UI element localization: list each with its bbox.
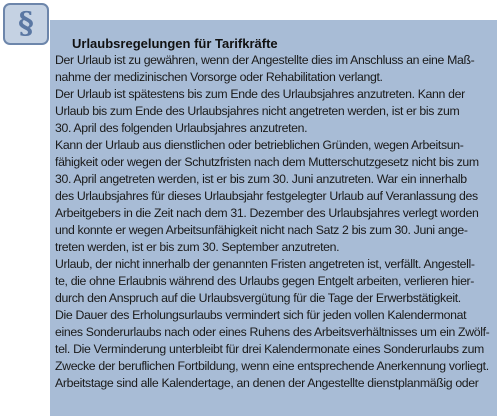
text-line: Der Urlaub ist spätestens bis zum Ende des Urlaubsjahres anzutreten. Kann der — [55, 87, 465, 101]
text-line: des Urlaubsjahres für dieses Urlaubsjahr festgelegter Urlaub auf Veranlassung des — [55, 189, 478, 203]
text-line: durch den Anspruch auf die Urlaubsvergütung für die Tage der Erwerbstätigkeit. — [55, 291, 461, 305]
text-line: fähigkeit oder wegen der Schutzfristen nach dem Mutterschutzgesetz nicht bis zum — [55, 155, 479, 169]
section-badge — [3, 3, 49, 45]
text-line: te, die ohne Erlaubnis während des Urlaubs gegen Entgelt arbeiten, verlieren hier- — [55, 274, 475, 288]
text-line: eines Sonderurlaubs nach oder eines Ruhens des Arbeitsverhältnisses um ein Zwölf- — [55, 325, 490, 339]
text-line: 30. April des folgenden Urlaubsjahres anzutreten. — [55, 121, 308, 135]
paragraph-section-icon: § — [18, 6, 34, 41]
text-line: Der Urlaub ist zu gewähren, wenn der Angestellte dies im Anschluss an eine Maß- — [55, 53, 475, 67]
text-line: und konnte er wegen Arbeitsunfähigkeit nicht nach Satz 2 bis zum 30. Juni ange- — [55, 223, 468, 237]
text-line: Urlaub, der nicht innerhalb der genannten Fristen angetreten ist, verfällt. Angestell- — [55, 257, 475, 271]
text-line: Arbeitstage sind alle Kalendertage, an denen der Angestellte dienstplanmäßig oder — [55, 376, 479, 390]
text-line: Zwecke der beruflichen Fortbildung, wenn eine entsprechende Anerkennung vorliegt. — [55, 359, 489, 373]
text-line: Urlaub bis zum Ende des Urlaubsjahres nicht angetreten werden, ist er bis zum — [55, 104, 460, 118]
text-line: tel. Die Verminderung unterbleibt für drei Kalendermonate eines Sonderurlaubs zum — [55, 342, 484, 356]
text-line: Arbeitgebers in die Zeit nach dem 31. Dezember des Urlaubsjahres verlegt worden — [55, 206, 479, 220]
text-line: nahme der medizinischen Vorsorge oder Rehabilitation verlangt. — [55, 70, 383, 84]
panel-title: Urlaubsregelungen für Tarifkräfte — [72, 36, 278, 51]
text-line: 30. April angetreten werden, ist er bis zum 30. Juni anzutreten. War ein innerhalb — [55, 172, 467, 186]
text-line: treten werden, ist er bis zum 30. September anzutreten. — [55, 240, 340, 254]
text-line: Kann der Urlaub aus dienstlichen oder betrieblichen Gründen, wegen Arbeitsun- — [55, 138, 464, 152]
panel-body-text — [55, 52, 492, 392]
text-line: Die Dauer des Erholungsurlaubs vermindert sich für jeden vollen Kalendermonat — [55, 308, 467, 322]
